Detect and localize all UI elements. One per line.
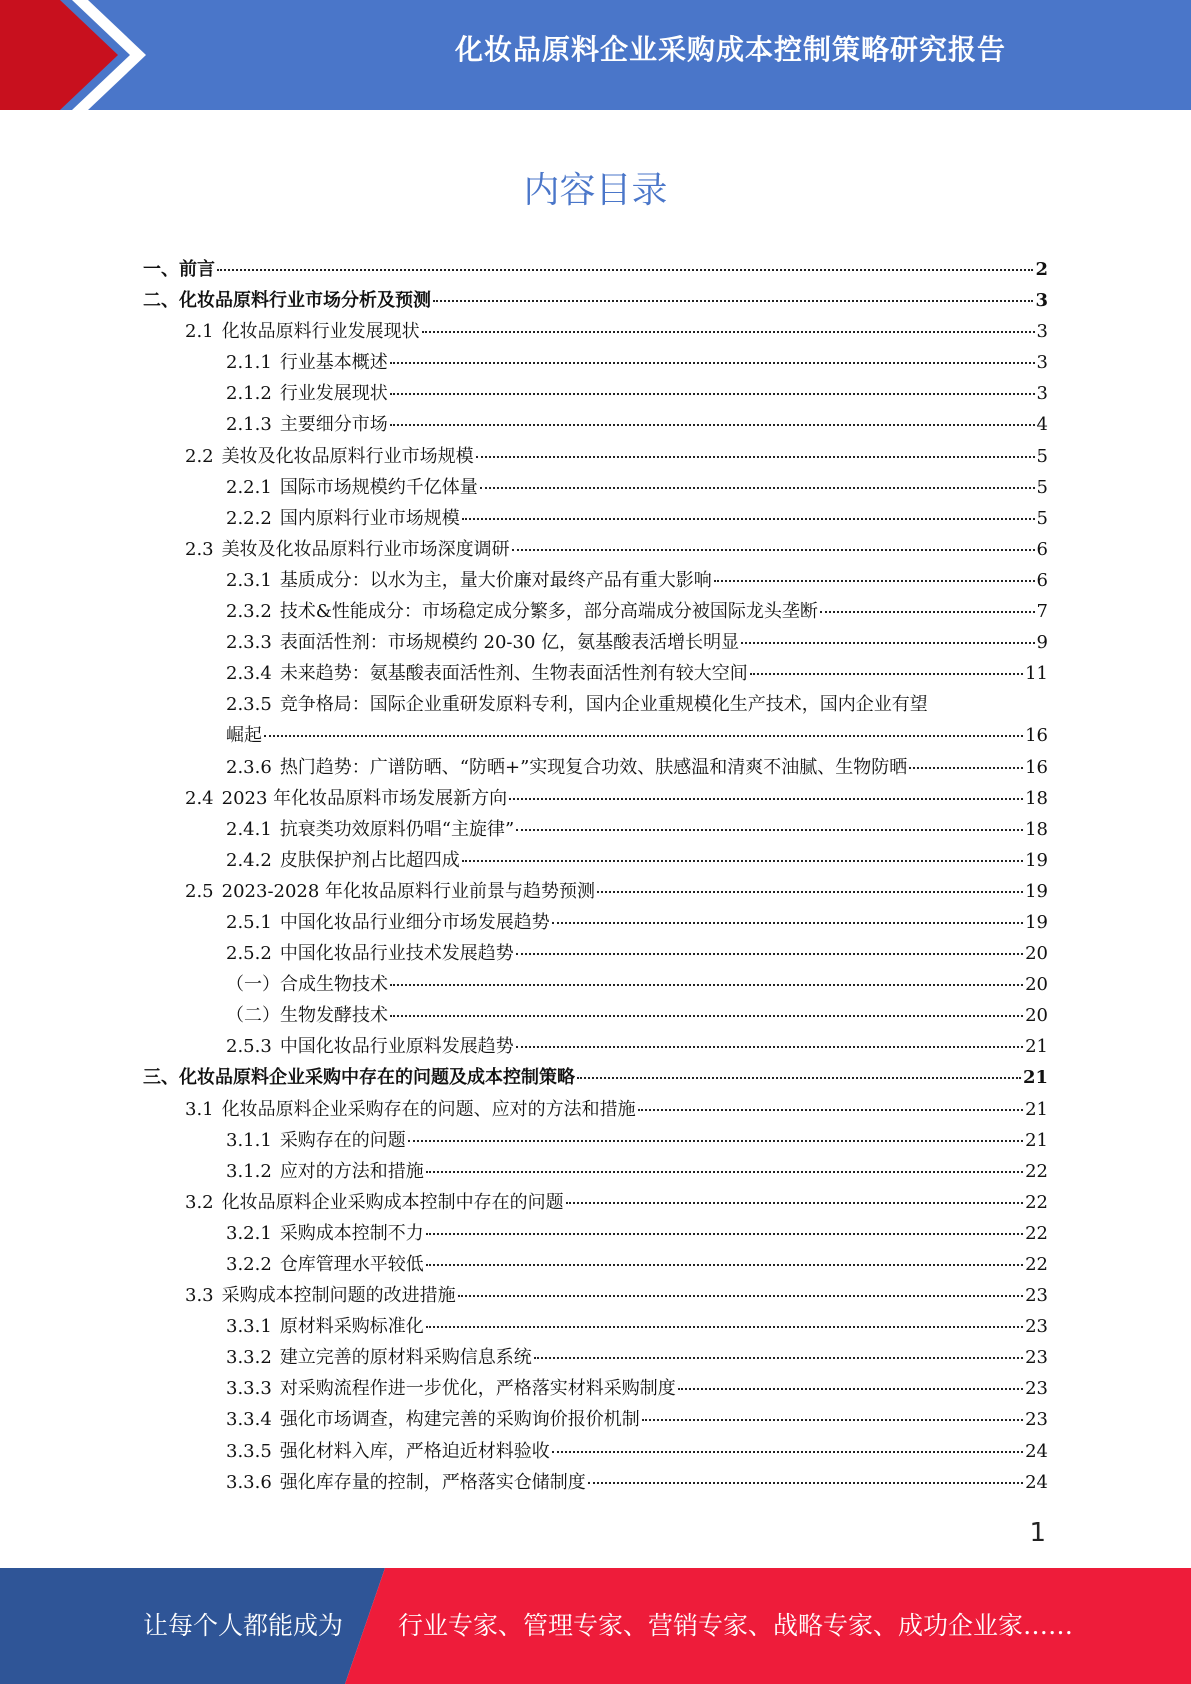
toc-entry-number: 3.3.6 [226, 1471, 272, 1493]
toc-entry-number: 3.1.1 [226, 1129, 272, 1151]
toc-entry[interactable] [143, 378, 1048, 409]
toc-leader-dots [426, 1326, 1023, 1328]
toc-entry[interactable] [143, 503, 1048, 534]
toc-entry-page: 19 [1025, 911, 1048, 933]
toc-entry-number: 2.3.4 [226, 663, 272, 685]
toc-entry-text: 采购存在的问题 [279, 1129, 406, 1151]
toc-entry-number: 2.1 [185, 321, 214, 343]
toc-entry[interactable] [143, 409, 1048, 440]
table-of-contents [143, 254, 1048, 1498]
toc-entry[interactable] [143, 938, 1048, 969]
toc-entry-text: 热门趋势：广谱防晒、“防晒+”实现复合功效、肤感温和清爽不油腻、生物防晒 [279, 756, 908, 778]
toc-entry-text: 国内原料行业市场规模 [279, 507, 460, 529]
toc-entry-number: 2.4 [185, 787, 214, 809]
toc-entry-page: 22 [1025, 1160, 1048, 1182]
toc-entry[interactable] [143, 347, 1048, 378]
toc-entry-page: 7 [1036, 601, 1048, 623]
toc-entry-text: 建立完善的原材料采购信息系统 [279, 1347, 532, 1369]
toc-leader-dots [750, 673, 1023, 675]
toc-leader-dots [552, 922, 1023, 924]
header-banner [0, 0, 1191, 110]
toc-leader-dots [516, 953, 1023, 955]
toc-entry-page: 3 [1036, 383, 1048, 405]
toc-entry-text: 技术&性能成分：市场稳定成分繁多，部分高端成分被国际龙头垄断 [279, 601, 818, 623]
toc-leader-dots [458, 1295, 1023, 1297]
toc-entry[interactable] [143, 1249, 1048, 1280]
toc-entry-text: 竞争格局：国际企业重研发原料专利，国内企业重规模化生产技术，国内企业有望 [279, 694, 928, 716]
toc-entry-text: （一）合成生物技术 [226, 974, 388, 996]
footer-slogan-right: 行业专家、管理专家、营销专家、战略专家、成功企业家…… [398, 1611, 1074, 1640]
toc-leader-dots [714, 580, 1035, 582]
toc-entry-text: 行业发展现状 [279, 383, 388, 405]
toc-entry-text: 应对的方法和措施 [279, 1160, 424, 1182]
toc-entry-page: 3 [1036, 352, 1048, 374]
toc-entry-page: 21 [1025, 1129, 1048, 1151]
toc-entry-page: 21 [1025, 1098, 1048, 1120]
toc-entry-number: 2.3 [185, 538, 214, 560]
toc-leader-dots [433, 300, 1033, 302]
toc-entry-page: 23 [1025, 1378, 1048, 1400]
toc-leader-dots [462, 860, 1023, 862]
toc-entry[interactable] [143, 285, 1048, 316]
toc-heading: 内容目录 [523, 170, 668, 211]
toc-entry-text: 原材料采购标准化 [279, 1316, 424, 1338]
toc-entry[interactable] [143, 658, 1048, 689]
toc-entry-text: 对采购流程作进一步优化，严格落实材料采购制度 [279, 1378, 676, 1400]
toc-entry-number: 2.3.5 [226, 694, 272, 716]
toc-entry-number: 3.3.3 [226, 1378, 272, 1400]
toc-entry[interactable] [143, 752, 1048, 783]
toc-entry-number: 2.2.2 [226, 507, 272, 529]
toc-leader-dots [390, 362, 1035, 364]
toc-leader-dots [678, 1388, 1023, 1390]
toc-entry-number: 2.4.1 [226, 818, 272, 840]
toc-leader-dots [577, 1077, 1021, 1079]
toc-entry[interactable] [143, 534, 1048, 565]
toc-entry-page: 3 [1035, 290, 1048, 312]
toc-entry-page: 18 [1025, 787, 1048, 809]
toc-leader-dots [741, 642, 1034, 644]
toc-entry-text: 化妆品原料行业发展现状 [221, 321, 420, 343]
toc-leader-dots [422, 331, 1035, 333]
toc-entry-page: 11 [1025, 663, 1048, 685]
toc-entry-number: 3.3 [185, 1285, 214, 1307]
toc-leader-dots [509, 798, 1023, 800]
toc-leader-dots [516, 829, 1023, 831]
toc-leader-dots [597, 891, 1023, 893]
toc-entry-text: 中国化妆品行业技术发展趋势 [279, 943, 514, 965]
toc-leader-dots [566, 1202, 1023, 1204]
toc-leader-dots [909, 767, 1023, 769]
toc-entry-page: 24 [1025, 1440, 1048, 1462]
toc-entry-text: 中国化妆品行业原料发展趋势 [279, 1036, 514, 1058]
toc-entry[interactable] [143, 1031, 1048, 1062]
toc-entry-page: 22 [1025, 1254, 1048, 1275]
toc-entry-page: 20 [1025, 1005, 1048, 1027]
toc-entry[interactable] [143, 472, 1048, 503]
toc-entry-page: 20 [1025, 974, 1048, 996]
toc-entry[interactable] [143, 1187, 1048, 1218]
toc-entry-number: 3.3.5 [226, 1440, 272, 1462]
toc-entry[interactable] [143, 1280, 1048, 1311]
toc-entry-number: 3.3.1 [226, 1316, 272, 1338]
toc-entry[interactable] [143, 814, 1048, 845]
toc-entry-page: 23 [1025, 1409, 1048, 1431]
toc-entry-number: 3.3.4 [226, 1409, 272, 1431]
toc-leader-dots [480, 487, 1035, 489]
toc-leader-dots [516, 1046, 1023, 1048]
toc-entry-text: 抗衰类功效原料仍唱“主旋律” [279, 818, 515, 840]
toc-entry[interactable] [143, 1156, 1048, 1187]
toc-entry-page: 18 [1025, 818, 1048, 840]
toc-leader-dots [820, 611, 1035, 613]
toc-leader-dots [642, 1419, 1023, 1421]
toc-entry-number: 2.5.3 [226, 1036, 272, 1058]
toc-entry-number: 2.1.1 [226, 352, 272, 374]
toc-entry-number: 2.5.1 [226, 911, 272, 933]
toc-entry-number: 3.3.2 [226, 1347, 272, 1369]
toc-leader-dots [390, 1015, 1023, 1017]
toc-entry-number: 2.3.3 [226, 632, 272, 654]
toc-entry-number: 3.2 [185, 1191, 214, 1213]
toc-entry[interactable] [143, 1436, 1048, 1467]
red-arrow-icon [0, 0, 160, 110]
toc-entry-text: 强化材料入库，严格迫近材料验收 [279, 1440, 550, 1462]
toc-entry[interactable] [143, 565, 1048, 596]
toc-entry-text: 2023 年化妆品原料市场发展新方向 [221, 787, 508, 809]
toc-entry-page: 5 [1036, 476, 1048, 498]
toc-entry-page: 5 [1036, 507, 1048, 529]
toc-leader-dots [512, 549, 1035, 551]
toc-entry[interactable] [143, 845, 1048, 876]
toc-leader-dots [426, 1264, 1023, 1266]
toc-entry-page: 22 [1025, 1222, 1048, 1244]
toc-entry[interactable] [143, 1342, 1048, 1373]
toc-entry-text: 仓库管理水平较低 [279, 1254, 424, 1275]
toc-entry-page: 21 [1022, 1067, 1048, 1089]
toc-entry-text: 中国化妆品行业细分市场发展趋势 [279, 911, 550, 933]
toc-entry-page: 6 [1036, 538, 1048, 560]
page-number: 1 [1029, 1518, 1046, 1548]
toc-entry-number: 3.2.2 [226, 1254, 272, 1275]
toc-entry-page: 16 [1025, 725, 1048, 747]
toc-entry-page: 6 [1036, 569, 1048, 591]
toc-entry-page: 9 [1036, 632, 1048, 654]
toc-entry-number: 2.4.2 [226, 849, 272, 871]
toc-entry[interactable] [143, 969, 1048, 1000]
toc-entry-text: 化妆品原料企业采购存在的问题、应对的方法和措施 [221, 1098, 636, 1120]
toc-entry[interactable] [143, 254, 1048, 285]
footer-slogan-left: 让每个人都能成为 [143, 1611, 344, 1640]
toc-entry-page: 22 [1025, 1191, 1048, 1213]
toc-entry-number: 2.3.2 [226, 601, 272, 623]
toc-entry[interactable] [143, 907, 1048, 938]
toc-entry-text: 三、化妆品原料企业采购中存在的问题及成本控制策略 [143, 1067, 575, 1089]
toc-entry-text: 二、化妆品原料行业市场分析及预测 [143, 290, 431, 312]
toc-leader-dots [476, 456, 1035, 458]
toc-entry-text: 一、前言 [143, 259, 215, 280]
toc-entry[interactable] [143, 689, 1048, 751]
toc-entry[interactable] [143, 1062, 1048, 1093]
toc-entry-number: 2.5.2 [226, 943, 272, 965]
toc-entry-text: 行业基本概述 [279, 352, 388, 374]
toc-entry[interactable] [143, 1218, 1048, 1249]
toc-entry[interactable] [143, 627, 1048, 658]
toc-entry-text: 化妆品原料企业采购成本控制中存在的问题 [221, 1191, 564, 1213]
toc-entry-text: 强化市场调查，构建完善的采购询价报价机制 [279, 1409, 640, 1431]
toc-entry-page: 19 [1025, 880, 1048, 902]
toc-leader-dots [638, 1109, 1023, 1111]
toc-entry-text: 美妆及化妆品原料行业市场规模 [221, 445, 474, 467]
toc-entry-text-continued: 崛起 [226, 725, 262, 747]
toc-entry-page: 4 [1036, 414, 1048, 436]
toc-entry-text: 采购成本控制不力 [279, 1222, 424, 1244]
footer-banner [0, 1568, 1191, 1684]
toc-entry-number: 2.3.6 [226, 756, 272, 778]
toc-entry[interactable] [143, 1467, 1048, 1498]
toc-entry-page: 20 [1025, 943, 1048, 965]
toc-leader-dots [462, 518, 1035, 520]
toc-entry-text: 表面活性剂：市场规模约 20-30 亿，氨基酸表活增长明显 [279, 632, 740, 654]
toc-leader-dots [588, 1482, 1023, 1484]
toc-entry-text: 国际市场规模约千亿体量 [279, 476, 478, 498]
toc-leader-dots [264, 735, 1023, 737]
toc-entry[interactable] [143, 783, 1048, 814]
toc-entry[interactable] [143, 1404, 1048, 1435]
toc-entry[interactable] [143, 1125, 1048, 1156]
toc-entry-number: 2.3.1 [226, 569, 272, 591]
toc-leader-dots [426, 1233, 1023, 1235]
toc-entry-page: 19 [1025, 849, 1048, 871]
toc-entry-number: 2.2.1 [226, 476, 272, 498]
toc-entry-page: 23 [1025, 1285, 1048, 1307]
toc-entry[interactable] [143, 316, 1048, 347]
toc-entry-text: 未来趋势：氨基酸表面活性剂、生物表面活性剂有较大空间 [279, 663, 748, 685]
toc-entry-text: 主要细分市场 [279, 414, 388, 436]
toc-entry-page: 5 [1036, 445, 1048, 467]
toc-entry-line2 [226, 720, 1048, 751]
toc-entry-text: 皮肤保护剂占比超四成 [279, 849, 460, 871]
toc-entry[interactable] [143, 1311, 1048, 1342]
toc-entry-number: 3.1 [185, 1098, 214, 1120]
toc-entry-text: 美妆及化妆品原料行业市场深度调研 [221, 538, 510, 560]
toc-entry-number: 2.5 [185, 880, 214, 902]
toc-entry-text: 强化库存量的控制，严格落实仓储制度 [279, 1471, 586, 1493]
toc-entry-number: 3.1.2 [226, 1160, 272, 1182]
toc-leader-dots [408, 1140, 1023, 1142]
toc-entry-page: 2 [1035, 259, 1048, 280]
toc-entry-page: 23 [1025, 1316, 1048, 1338]
toc-entry-number: 2.1.2 [226, 383, 272, 405]
toc-leader-dots [534, 1357, 1023, 1359]
toc-entry-page: 16 [1025, 756, 1048, 778]
report-title: 化妆品原料企业采购成本控制策略研究报告 [454, 33, 1006, 66]
toc-entry-page: 21 [1025, 1036, 1048, 1058]
toc-leader-dots [390, 984, 1023, 986]
toc-entry-text: （二）生物发酵技术 [226, 1005, 388, 1027]
toc-entry[interactable] [143, 441, 1048, 472]
toc-entry[interactable] [143, 596, 1048, 627]
toc-leader-dots [217, 269, 1033, 271]
toc-entry-number: 2.1.3 [226, 414, 272, 436]
toc-leader-dots [552, 1451, 1023, 1453]
toc-entry-page: 23 [1025, 1347, 1048, 1369]
toc-entry[interactable] [143, 1094, 1048, 1125]
toc-leader-dots [390, 393, 1035, 395]
toc-entry-text: 2023-2028 年化妆品原料行业前景与趋势预测 [221, 880, 596, 902]
toc-entry-page: 3 [1036, 321, 1048, 343]
toc-entry-page: 24 [1025, 1471, 1048, 1493]
toc-entry[interactable] [143, 1000, 1048, 1031]
toc-entry-number: 2.2 [185, 445, 214, 467]
toc-leader-dots [426, 1171, 1023, 1173]
toc-leader-dots [390, 424, 1035, 426]
toc-entry-number: 3.2.1 [226, 1222, 272, 1244]
toc-entry-text: 采购成本控制问题的改进措施 [221, 1285, 456, 1307]
toc-entry-line1 [226, 689, 1048, 720]
toc-entry[interactable] [143, 876, 1048, 907]
toc-entry-text: 基质成分：以水为主，量大价廉对最终产品有重大影响 [279, 569, 712, 591]
toc-entry[interactable] [143, 1373, 1048, 1404]
